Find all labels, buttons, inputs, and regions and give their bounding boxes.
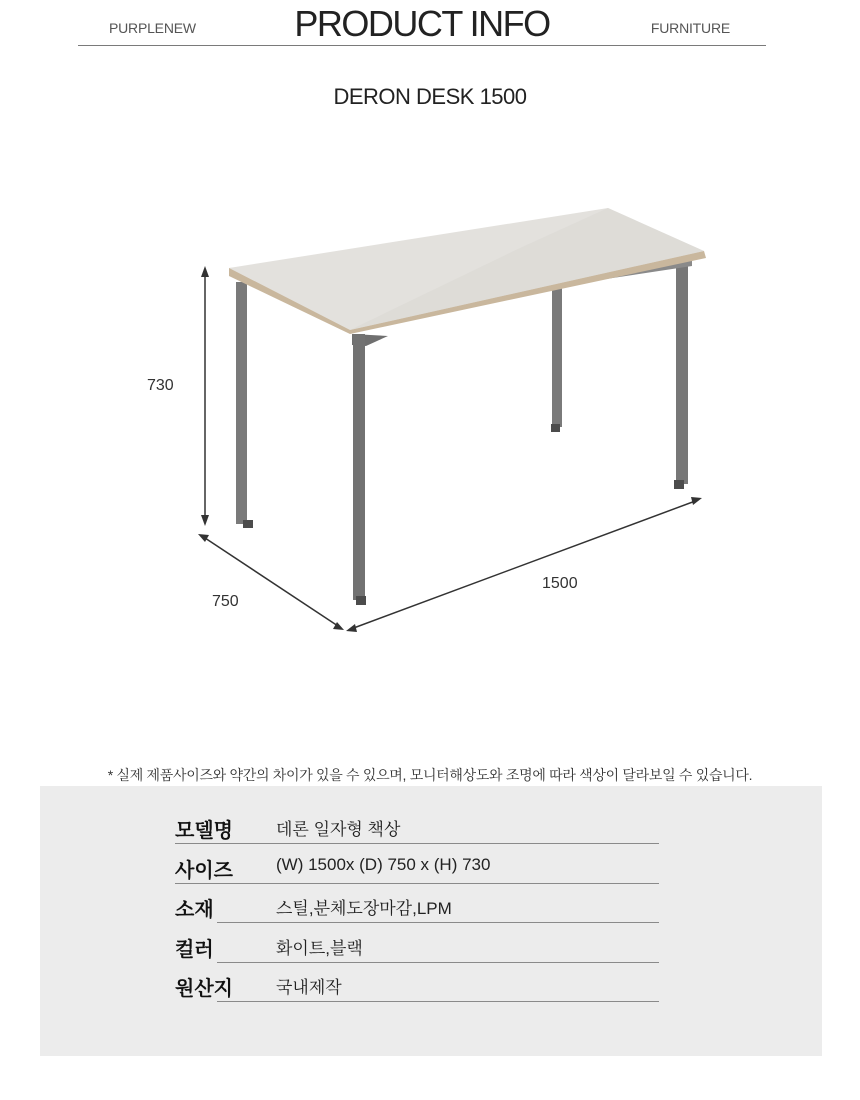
desk-foot-back-right [551, 424, 560, 432]
spec-key: 모델명 [175, 820, 233, 842]
desk-leg-front-left [353, 334, 365, 600]
height-arrow-top [201, 266, 209, 277]
row-divider [217, 922, 659, 923]
desk-foot-front-right [674, 480, 684, 489]
brand-name: PURPLENEW [109, 20, 196, 36]
spec-row-size [175, 848, 659, 884]
spec-key: 사이즈 [175, 860, 233, 882]
width-dimension-line [351, 500, 698, 629]
spec-table [40, 786, 822, 1056]
desk-foot-back-left [243, 520, 253, 528]
spec-key: 컬러 [175, 939, 214, 961]
row-divider [175, 883, 659, 884]
spec-value: 국내제작 [276, 978, 342, 997]
spec-value: 데론 일자형 책상 [276, 820, 401, 839]
category-label: FURNITURE [650, 20, 730, 36]
height-label: 730 [147, 377, 174, 394]
desk-dimension-diagram [0, 140, 860, 660]
row-divider [217, 1001, 659, 1002]
width-arrow-start [346, 624, 357, 632]
desk-leg-back-right [552, 285, 562, 427]
row-divider [217, 962, 659, 963]
spec-row-model [175, 808, 659, 844]
depth-dimension-line [202, 536, 341, 628]
page-header [78, 0, 766, 46]
spec-row-origin [175, 966, 659, 1002]
width-arrow-end [691, 497, 702, 505]
width-label: 1500 [542, 575, 578, 592]
depth-arrow-start [198, 534, 209, 542]
spec-key: 원산지 [175, 978, 233, 1000]
desk-foot-front-left [356, 596, 366, 605]
spec-row-material [175, 887, 659, 923]
spec-row-color [175, 927, 659, 963]
page-title: PRODUCT INFO [294, 3, 550, 44]
product-name: DERON DESK 1500 [333, 84, 527, 109]
desk-leg-back-left [236, 282, 247, 524]
row-divider [175, 843, 659, 844]
desk-leg-front-right [676, 262, 688, 484]
spec-key: 소재 [175, 899, 214, 921]
depth-label: 750 [212, 593, 239, 610]
height-arrow-bottom [201, 515, 209, 526]
spec-value: 스틸,분체도장마감,LPM [276, 899, 452, 918]
header-divider [78, 45, 766, 46]
spec-value: (W) 1500x (D) 750 x (H) 730 [276, 855, 491, 874]
disclaimer-note: * 실제 제품사이즈와 약간의 차이가 있을 수 있으며, 모니터해상도와 조명에 따라 색상이 달라보일 수 있습니다. [107, 767, 753, 783]
spec-value: 화이트,블랙 [276, 939, 363, 958]
